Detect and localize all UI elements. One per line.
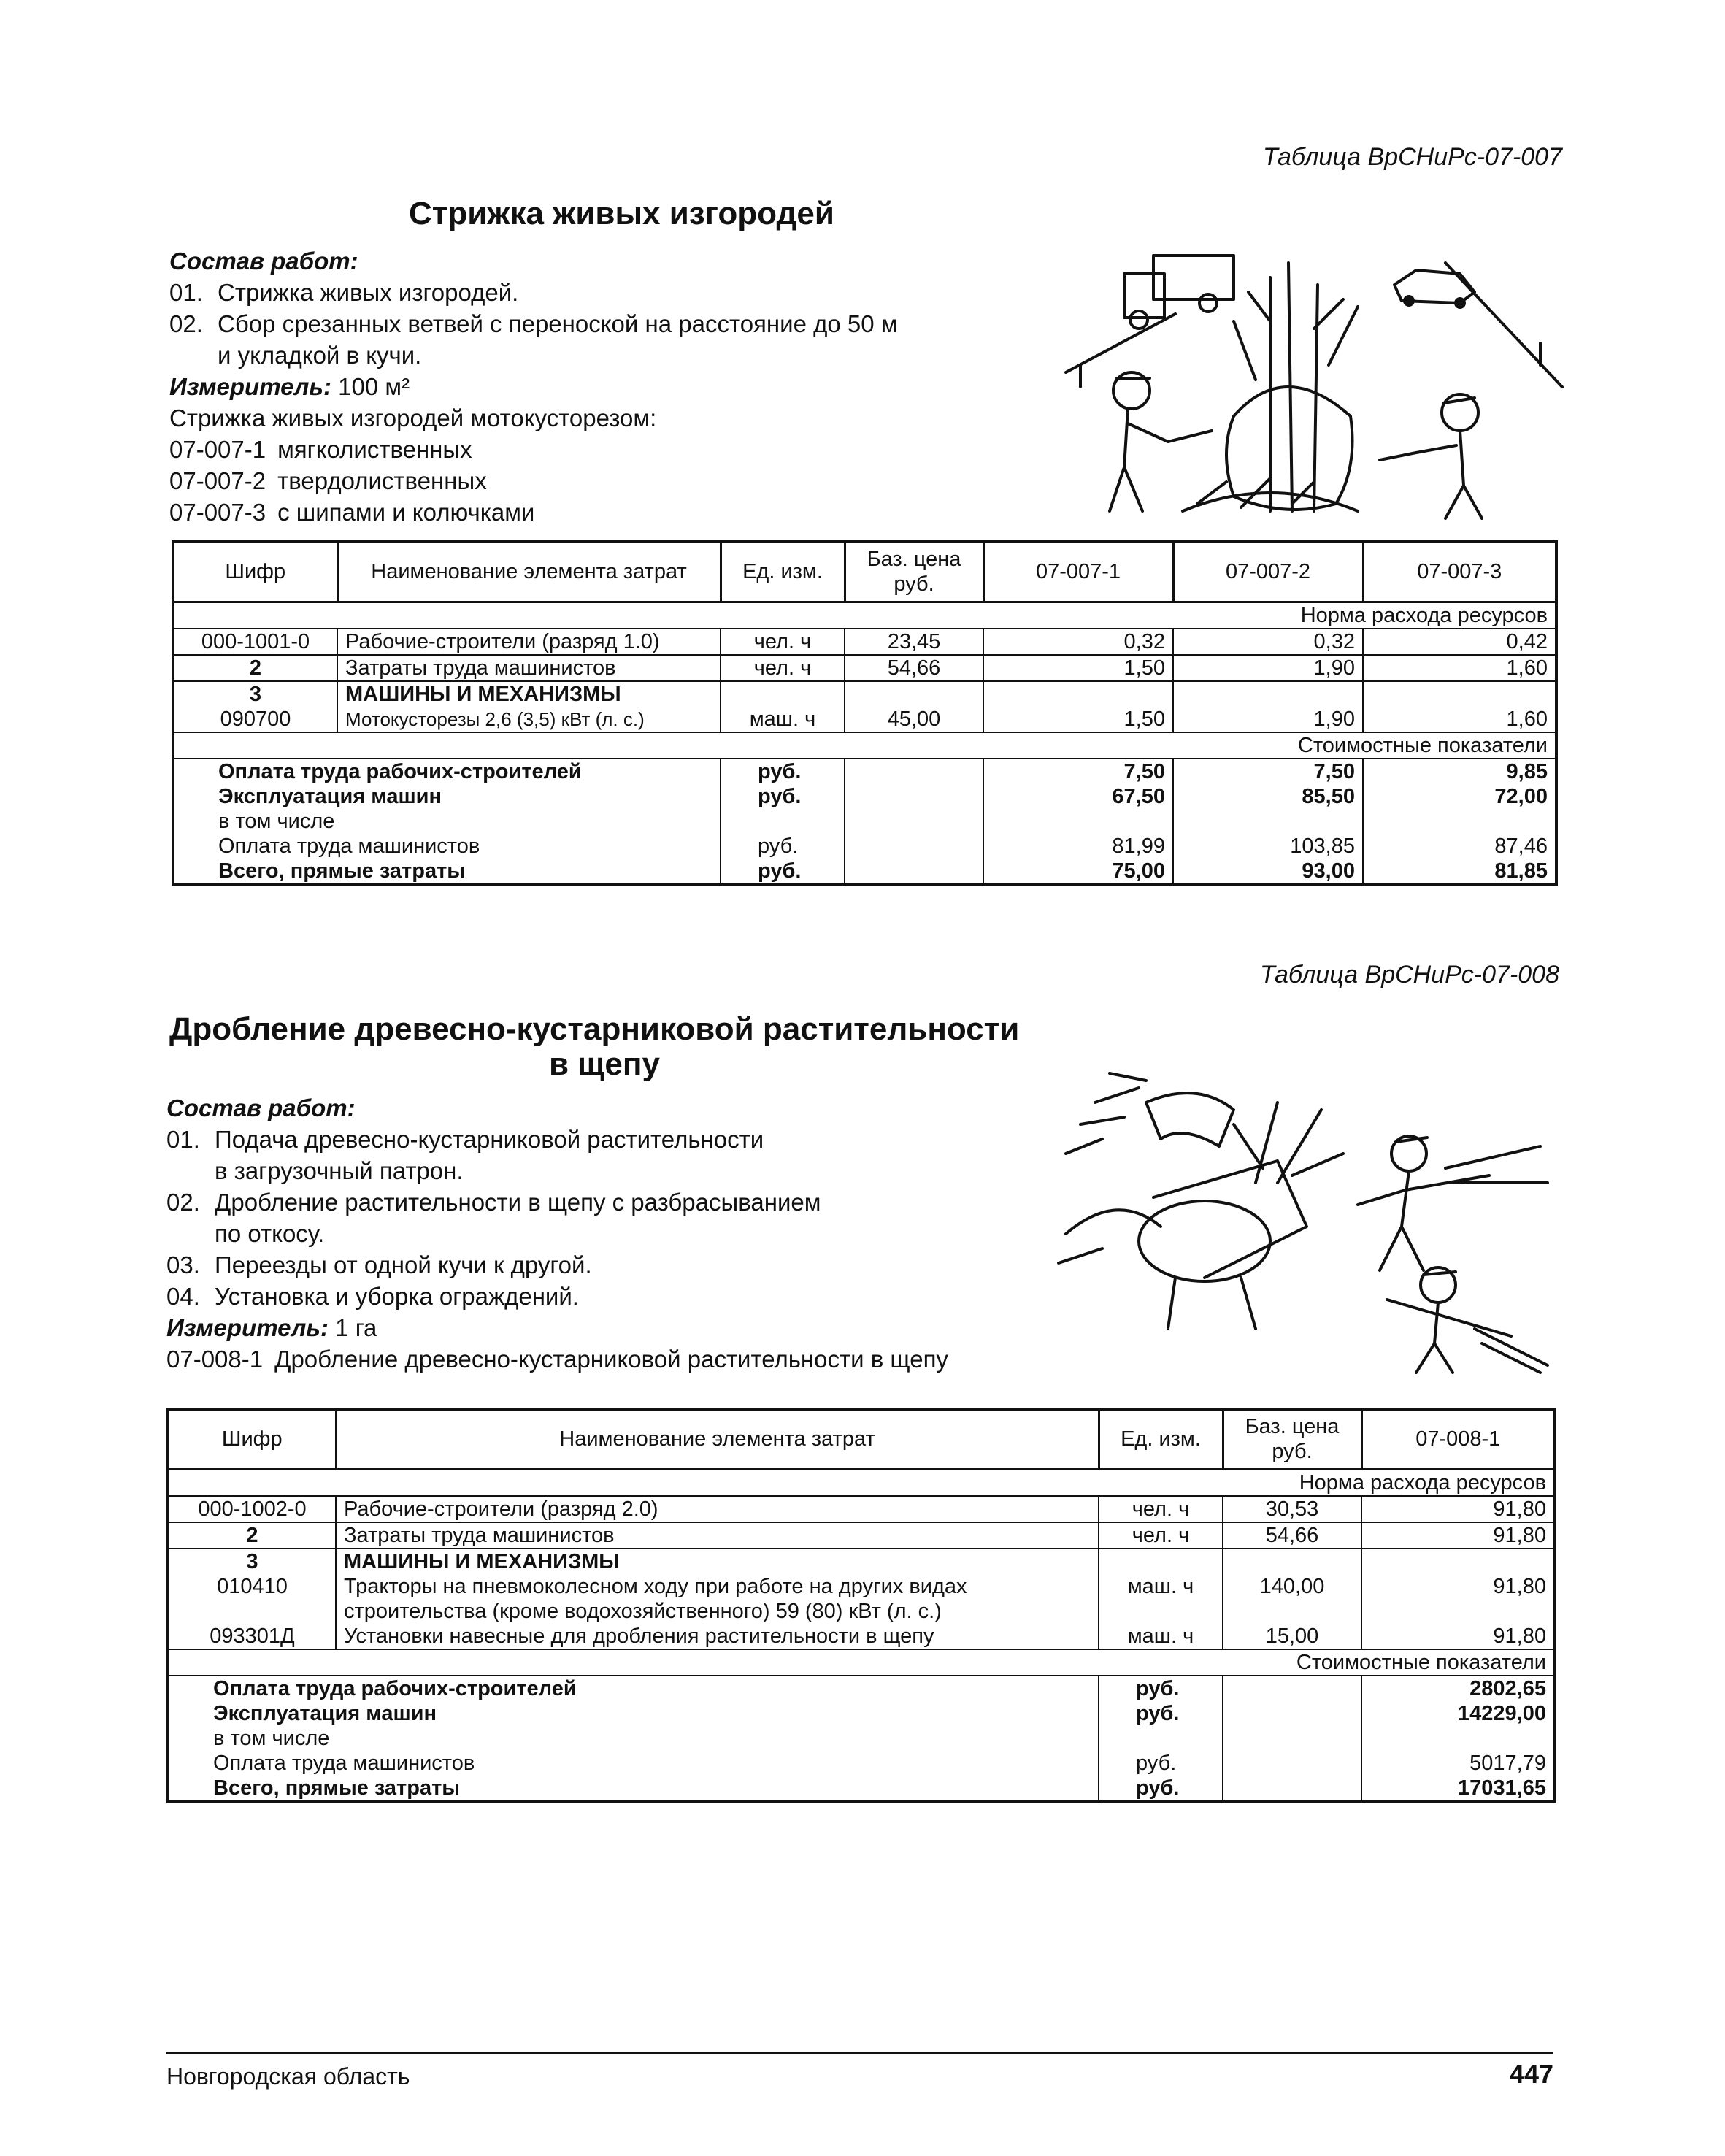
variant-item: 07-007-2 твердолиственных bbox=[169, 467, 487, 494]
row-name-multiline: Тракторы на пневмоколесном ходу при работе на других видах строительства (кроме водохозяйственного) 59 (80) кВт (л. с.) bbox=[336, 1574, 1099, 1624]
section-row bbox=[168, 1649, 1555, 1676]
table-label: Таблица ВрСНиРс-07-008 bbox=[1259, 961, 1559, 989]
section-title: Стрижка живых изгородей bbox=[409, 196, 834, 231]
cost-row: Оплата труда рабочих-строителей руб. 2802,65 bbox=[168, 1676, 1555, 1701]
step-item: 03. Переезды от одной кучи к другой. bbox=[166, 1251, 592, 1278]
table-row: 3 МАШИНЫ И МЕХАНИЗМЫ bbox=[168, 1549, 1555, 1574]
col-header: Баз. цена руб. bbox=[1223, 1409, 1361, 1469]
cost-row: Оплата труда машинистов руб. 81,99 103,85 87,46 bbox=[173, 834, 1556, 859]
table-row: 000-1001-0 Рабочие-строители (разряд 1.0) чел. ч 23,45 0,32 0,32 0,42 bbox=[173, 629, 1556, 655]
cost-row: в том числе bbox=[173, 809, 1556, 834]
step-item: и укладкой в кучи. bbox=[218, 342, 422, 369]
table-row: 010410 Тракторы на пневмоколесном ходу при работе на других видах строительства (кроме водохозяйственного) 59 (80) кВт (л. с.) маш. ч 140,00 91,80 bbox=[168, 1574, 1555, 1624]
cost-row: Эксплуатация машин руб. 14229,00 bbox=[168, 1701, 1555, 1726]
section-row bbox=[173, 602, 1556, 629]
table-header-row bbox=[168, 1409, 1555, 1469]
col-header: Наименование элемента затрат bbox=[336, 1409, 1099, 1469]
col-header: 07-007-2 bbox=[1173, 542, 1363, 602]
step-item: 02. Сбор срезанных ветвей с переноской на расстояние до 50 м bbox=[169, 310, 898, 337]
footer-divider bbox=[166, 2052, 1553, 2054]
table-row: 3 МАШИНЫ И МЕХАНИЗМЫ bbox=[173, 681, 1556, 707]
cost-row: Оплата труда машинистов руб. 5017,79 bbox=[168, 1751, 1555, 1776]
section-row bbox=[173, 732, 1556, 759]
variant-item: 07-008-1 Дробление древесно-кустарниковой растительности в щепу bbox=[166, 1346, 948, 1373]
resource-table bbox=[172, 540, 1558, 886]
table-label: Таблица ВрСНиРс-07-007 bbox=[1262, 143, 1562, 171]
col-header: Наименование элемента затрат bbox=[337, 542, 721, 602]
meter: Измеритель: 100 м² bbox=[169, 373, 410, 400]
step-item: 01. Подача древесно-кустарниковой растительности bbox=[166, 1126, 764, 1153]
cost-row: Всего, прямые затраты руб. 17031,65 bbox=[168, 1776, 1555, 1802]
cost-row: в том числе bbox=[168, 1726, 1555, 1751]
section-label: Норма расхода ресурсов bbox=[1223, 1469, 1555, 1496]
table-row: 000-1002-0 Рабочие-строители (разряд 2.0) чел. ч 30,53 91,80 bbox=[168, 1496, 1555, 1522]
hedge-trimming-illustration bbox=[1051, 234, 1577, 526]
step-item: по откосу. bbox=[215, 1220, 325, 1247]
step-item: 04. Установка и уборка ограждений. bbox=[166, 1283, 579, 1310]
footer-region: Новгородская область bbox=[166, 2063, 410, 2090]
table-row: 093301Д Установки навесные для дробления растительности в щепу маш. ч 15,00 91,80 bbox=[168, 1624, 1555, 1649]
composition-header: Состав работ: bbox=[166, 1094, 356, 1121]
table-row: 2 Затраты труда машинистов чел. ч 54,66 91,80 bbox=[168, 1522, 1555, 1549]
section-row bbox=[168, 1469, 1555, 1496]
col-header: 07-008-1 bbox=[1361, 1409, 1555, 1469]
col-header: 07-007-3 bbox=[1363, 542, 1556, 602]
variant-item: 07-007-1 мягколиственных bbox=[169, 436, 472, 463]
page-number: 447 bbox=[1509, 2059, 1553, 2089]
table-row: 2 Затраты труда машинистов чел. ч 54,66 1,50 1,90 1,60 bbox=[173, 655, 1556, 681]
section-title: Дробление древесно-кустарниковой растительности в щепу bbox=[169, 1011, 1020, 1082]
section-label: Норма расхода ресурсов bbox=[983, 602, 1556, 629]
wood-chipper-illustration bbox=[1037, 1059, 1562, 1380]
col-header: Баз. цена руб. bbox=[845, 542, 983, 602]
col-header: Ед. изм. bbox=[1099, 1409, 1223, 1469]
section-label: Стоимостные показатели bbox=[983, 732, 1556, 759]
subheading: Стрижка живых изгородей мотокусторезом: bbox=[169, 404, 657, 431]
section-label: Стоимостные показатели bbox=[1223, 1649, 1555, 1676]
table-row: 090700 Мотокусторезы 2,6 (3,5) кВт (л. с.) маш. ч 45,00 1,50 1,90 1,60 bbox=[173, 707, 1556, 732]
composition-header: Состав работ: bbox=[169, 248, 358, 275]
step-item: в загрузочный патрон. bbox=[215, 1157, 464, 1184]
work-composition bbox=[166, 1092, 1115, 1375]
cost-row: Эксплуатация машин руб. 67,50 85,50 72,00 bbox=[173, 784, 1556, 809]
col-header: Ед. изм. bbox=[721, 542, 845, 602]
variant-item: 07-007-3 с шипами и колючками bbox=[169, 499, 535, 526]
resource-table bbox=[166, 1408, 1556, 1803]
cost-row: Оплата труда рабочих-строителей руб. 7,50 7,50 9,85 bbox=[173, 759, 1556, 784]
col-header: Шифр bbox=[168, 1409, 336, 1469]
col-header: Шифр bbox=[173, 542, 337, 602]
cost-row: Всего, прямые затраты руб. 75,00 93,00 81,85 bbox=[173, 859, 1556, 885]
work-composition bbox=[169, 245, 1045, 528]
step-item: 02. Дробление растительности в щепу с разбрасыванием bbox=[166, 1189, 821, 1216]
table-header-row bbox=[173, 542, 1556, 602]
step-item: 01. Стрижка живых изгородей. bbox=[169, 279, 519, 306]
col-header: 07-007-1 bbox=[983, 542, 1173, 602]
meter: Измеритель: 1 га bbox=[166, 1314, 377, 1341]
